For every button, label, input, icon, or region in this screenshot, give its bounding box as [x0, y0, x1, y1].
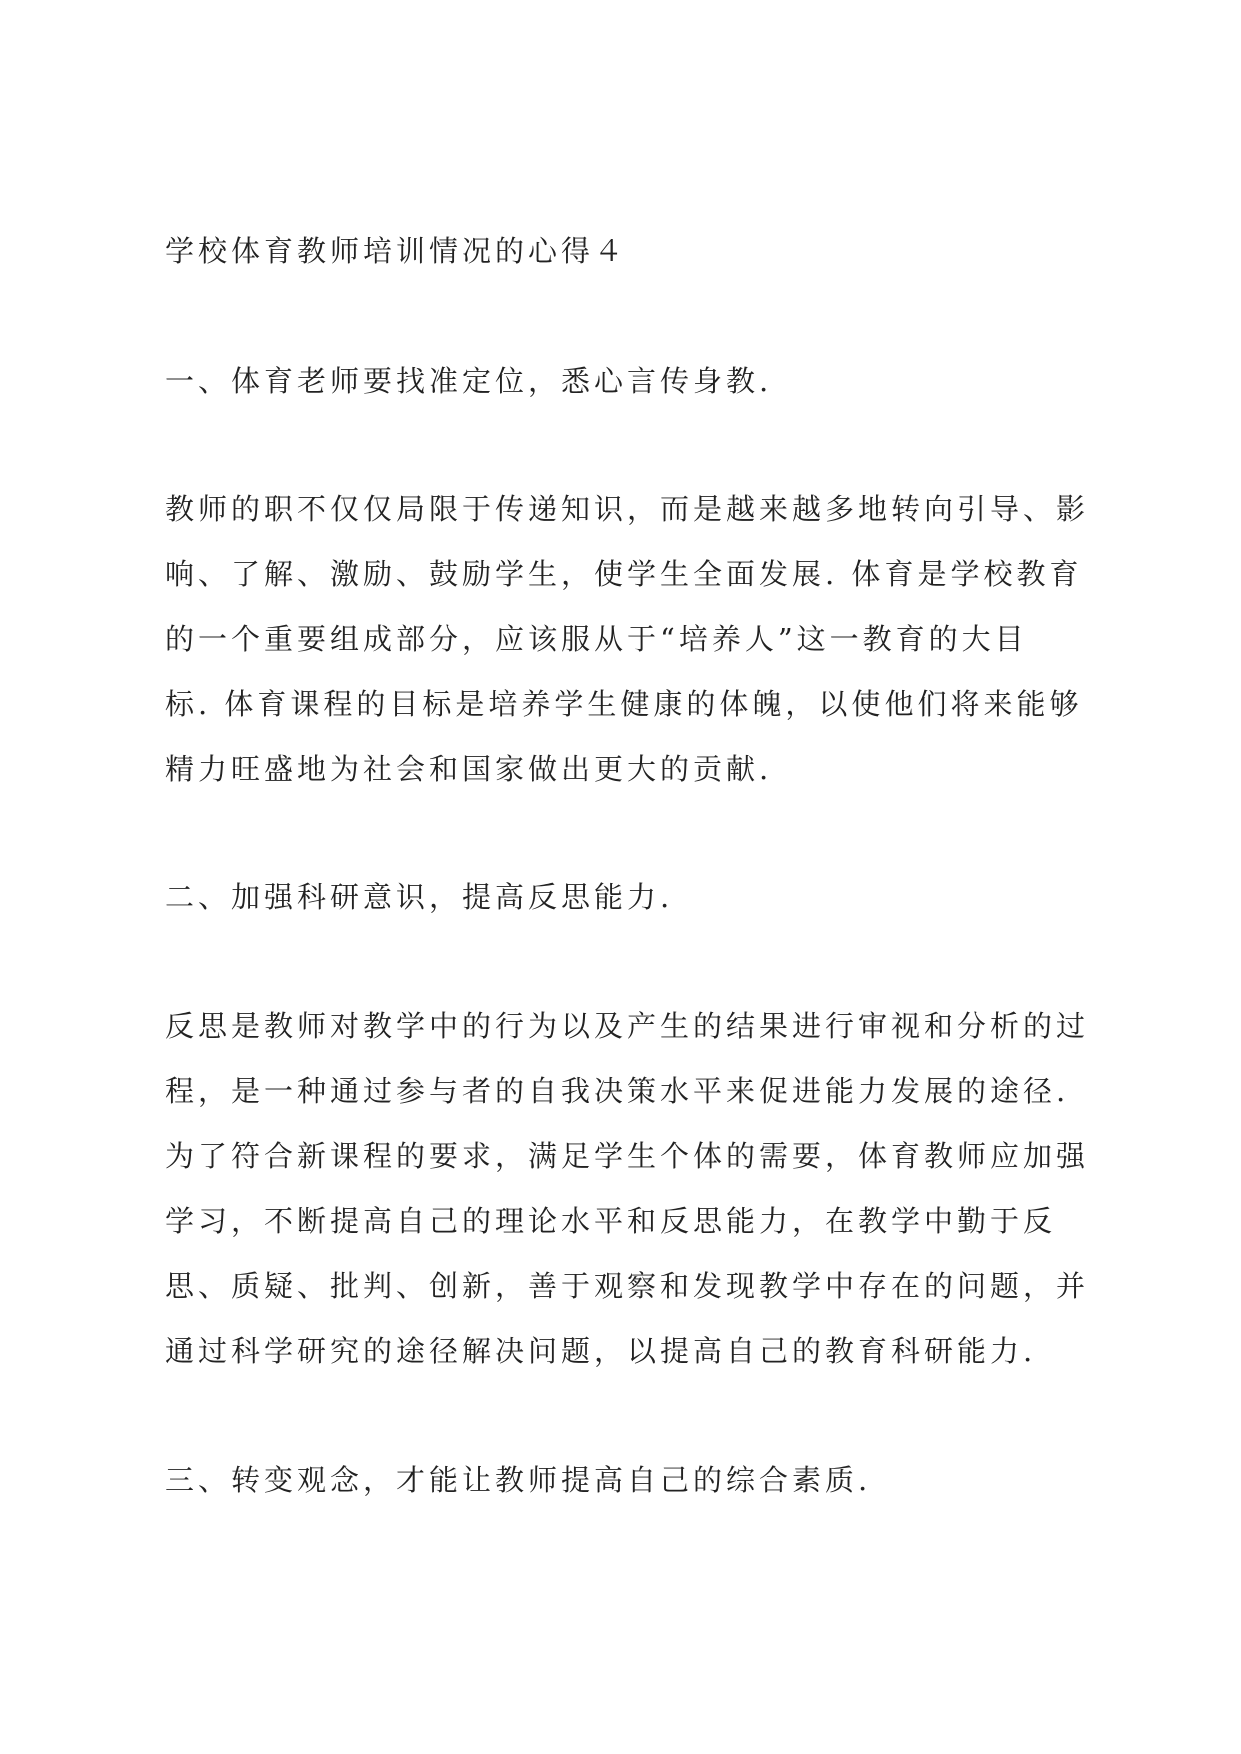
section-2-paragraph-line: 思、质疑、批判、创新，善于观察和发现教学中存在的问题，并 [165, 1269, 1090, 1303]
section-1-paragraph-line: 教师的职不仅仅局限于传递知识，而是越来越多地转向引导、影 [165, 492, 1090, 526]
section-1-paragraph-line: 精力旺盛地为社会和国家做出更大的贡献. [165, 752, 773, 786]
section-1-heading: 一、体育老师要找准定位，悉心言传身教. [165, 364, 773, 398]
section-1-paragraph-line: 响、了解、激励、鼓励学生，使学生全面发展. 体育是学校教育 [165, 557, 1083, 591]
section-3-heading: 三、转变观念，才能让教师提高自己的综合素质. [165, 1463, 872, 1497]
section-2-paragraph-line: 学习，不断提高自己的理论水平和反思能力，在教学中勤于反 [165, 1204, 1057, 1238]
document-title: 学校体育教师培训情况的心得４ [165, 234, 628, 268]
section-1-paragraph-line: 标. 体育课程的目标是培养学生健康的体魄，以使他们将来能够 [165, 687, 1083, 721]
section-2-paragraph-line: 为了符合新课程的要求，满足学生个体的需要，体育教师应加强 [165, 1139, 1090, 1173]
section-2-paragraph-line: 程，是一种通过参与者的自我决策水平来促进能力发展的途径. [165, 1074, 1070, 1108]
section-2-paragraph-line: 反思是教师对教学中的行为以及产生的结果进行审视和分析的过 [165, 1009, 1090, 1043]
section-2-paragraph-line: 通过科学研究的途径解决问题，以提高自己的教育科研能力. [165, 1334, 1037, 1368]
section-1-paragraph-line: 的一个重要组成部分，应该服从于“培养人”这一教育的大目 [165, 622, 1028, 656]
section-2-heading: 二、加强科研意识，提高反思能力. [165, 880, 674, 914]
